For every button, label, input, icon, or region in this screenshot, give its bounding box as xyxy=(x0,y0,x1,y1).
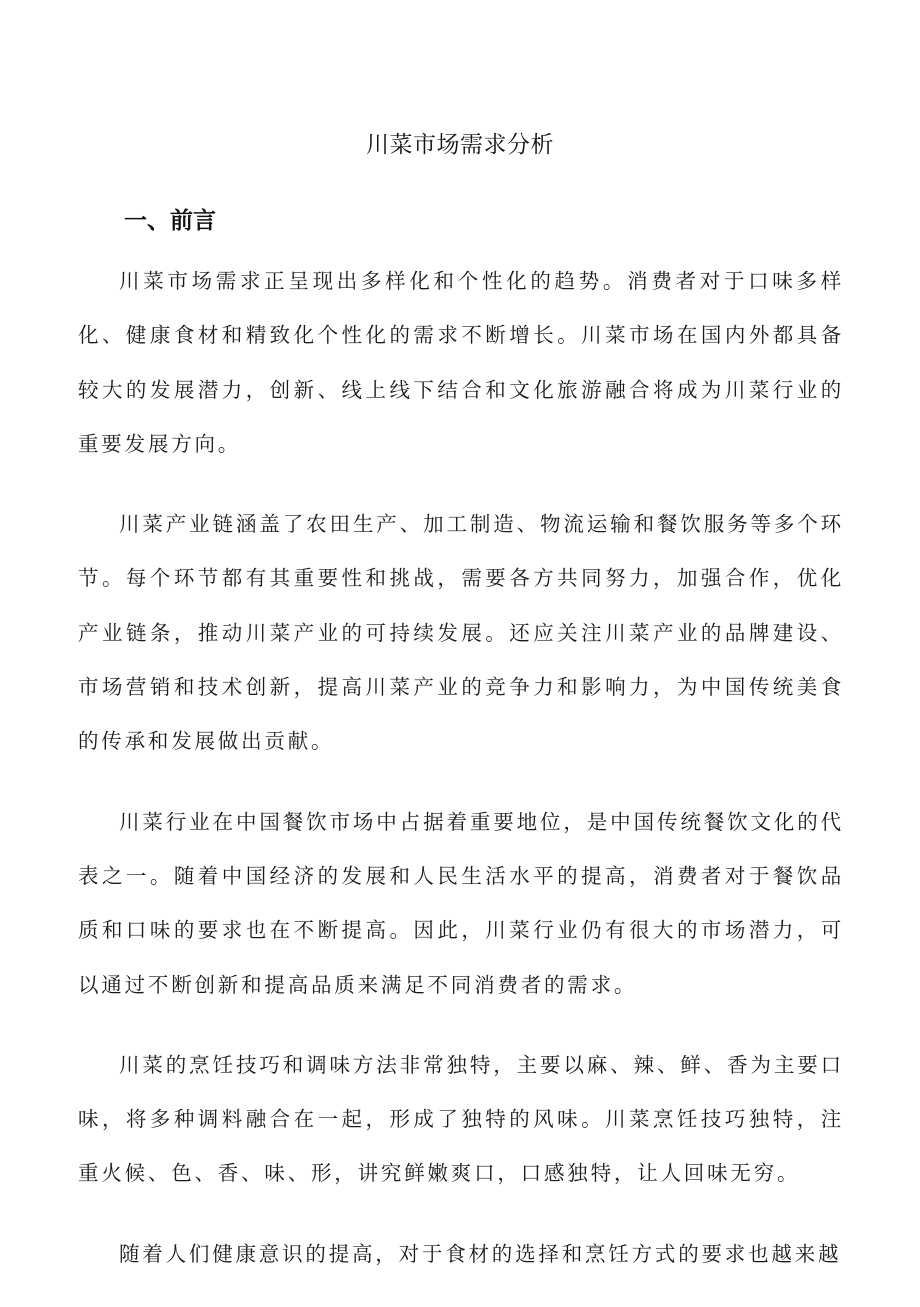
document-body xyxy=(78,254,844,1307)
paragraph-1: 川菜市场需求正呈现出多样化和个性化的趋势。消费者对于口味多样化、健康食材和精致化个性化的需求不断增长。川菜市场在国内外都具备较大的发展潜力，创新、线上线下结合和文化旅游融合将成为川菜行业的重要发展方向。 xyxy=(78,269,844,456)
paragraph-5: 随着人们健康意识的提高，对于食材的选择和烹饪方式的要求也越来越 xyxy=(119,1241,842,1266)
document-title: 川菜市场需求分析 xyxy=(366,132,554,158)
section-heading-preface: 一、前言 xyxy=(124,208,216,234)
paragraph-3: 川菜行业在中国餐饮市场中占据着重要地位，是中国传统餐饮文化的代表之一。随着中国经济的发展和人民生活水平的提高，消费者对于餐饮品质和口味的要求也在不断提高。因此，川菜行业仍有很大的市场潜力，可以通过不断创新和提高品质来满足不同消费者的需求。 xyxy=(78,809,844,997)
paragraph-4: 川菜的烹饪技巧和调味方法非常独特，主要以麻、辣、鲜、香为主要口味，将多种调料融合在一起，形成了独特的风味。川菜烹饪技巧独特，注重火候、色、香、味、形，讲究鲜嫩爽口，口感独特，让人回味无穷。 xyxy=(78,1052,844,1186)
paragraph-2: 川菜产业链涵盖了农田生产、加工制造、物流运输和餐饮服务等多个环节。每个环节都有其重要性和挑战，需要各方共同努力，加强合作，优化产业链条，推动川菜产业的可持续发展。还应关注川菜产业的品牌建设、市场营销和技术创新，提高川菜产业的竞争力和影响力，为中国传统美食的传承和发展做出贡献。 xyxy=(78,512,844,754)
